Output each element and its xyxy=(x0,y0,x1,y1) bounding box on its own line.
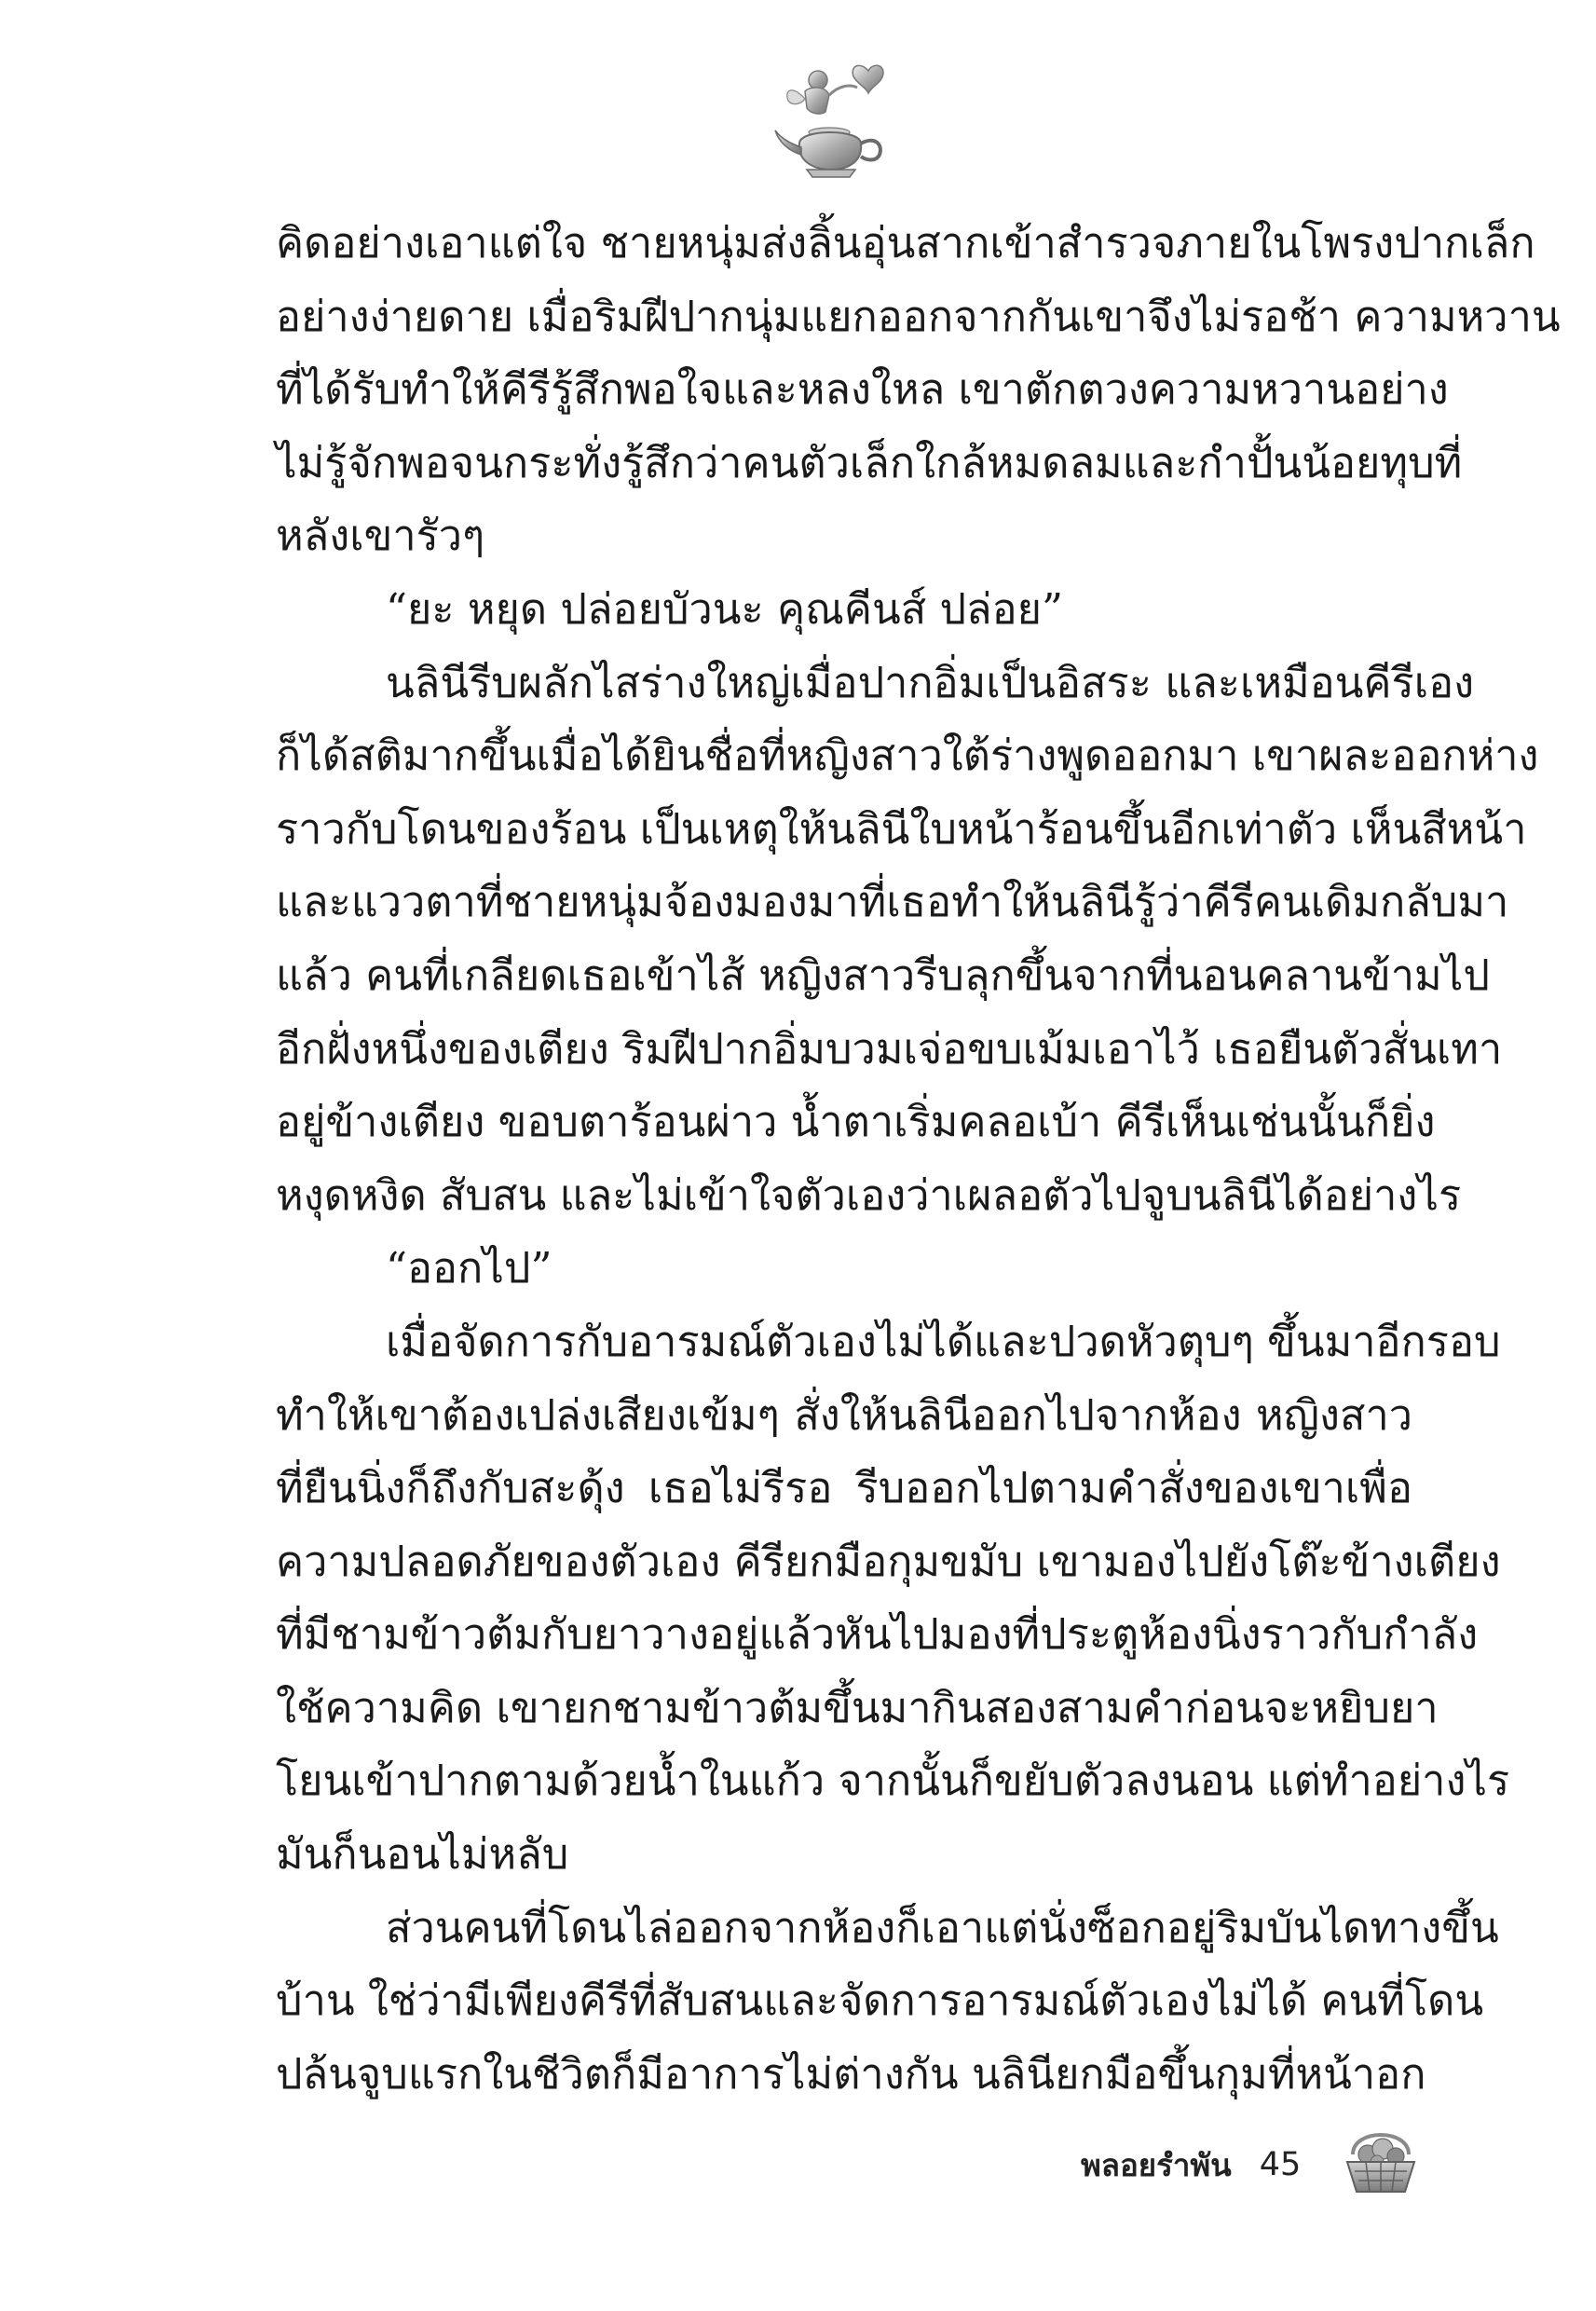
text-line: นลินีรีบผลักไสร่างใหญ่เมื่อปากอิ่มเป็นอิสระ และเหมือนคีรีเอง xyxy=(386,657,1475,707)
text-line: ที่ได้รับทำให้คีรีรู้สึกพอใจและหลงใหล เขาตักตวงความหวานอย่าง xyxy=(276,364,1449,415)
text-line: และแววตาที่ชายหนุ่มจ้องมองมาที่เธอทำให้นลินีรู้ว่าคีรีคนเดิมกลับมา xyxy=(276,877,1509,927)
text-line: บ้าน ใช่ว่ามีเพียงคีรีที่สับสนและจัดการอารมณ์ตัวเองไม่ได้ คนที่โดน xyxy=(276,1976,1484,2026)
text-line: ส่วนคนที่โดนไล่ออกจากห้องก็เอาแต่นั่งซ็อกอยู่ริมบันไดทางขึ้น xyxy=(386,1902,1499,1952)
text-line: ที่ยืนนิ่งก็ถึงกับสะดุ้ง เธอไม่รีรอ รีบออกไปตามคำสั่งของเขาเพื่อ xyxy=(276,1463,1412,1513)
text-line: อย่างง่ายดาย เมื่อริมฝีปากนุ่มแยกออกจากกันเขาจึงไม่รอช้า ความหวาน xyxy=(276,291,1561,341)
text-line: ทำให้เขาต้องเปล่งเสียงเข้มๆ สั่งให้นลินีออกไปจากห้อง หญิงสาว xyxy=(276,1389,1412,1440)
text-line: ก็ได้สติมากขึ้นเมื่อได้ยินชื่อที่หญิงสาวใต้ร่างพูดออกมา เขาผละออกห่าง xyxy=(276,731,1539,781)
text-line: เมื่อจัดการกับอารมณ์ตัวเองไม่ได้และปวดหัวตุบๆ ขึ้นมาอีกรอบ xyxy=(386,1316,1501,1366)
text-line: อีกฝั่งหนึ่งของเตียง ริมฝีปากอิ่มบวมเจ่อขบเม้มเอาไว้ เธอยืนตัวสั่นเทา xyxy=(276,1023,1503,1073)
text-line: โยนเข้าปากตามด้วยน้ำในแก้ว จากนั้นก็ขยับตัวลงนอน แต่ทำอย่างไร xyxy=(276,1756,1510,1806)
text-line: ใช้ความคิด เขายกชามข้าวต้มขึ้นมากินสองสามคำก่อนจะหยิบยา xyxy=(276,1682,1439,1732)
page-footer xyxy=(1081,2132,1301,2197)
text-line: ความปลอดภัยของตัวเอง คีรียกมือกุมขมับ เขามองไปยังโต๊ะข้างเตียง xyxy=(276,1536,1501,1586)
text-line: ราวกับโดนของร้อน เป็นเหตุให้นลินีใบหน้าร้อนขึ้นอีกเท่าตัว เห็นสีหน้า xyxy=(276,803,1527,854)
footer-book-title: พลอยรำพัน xyxy=(1081,2146,1232,2183)
body-text xyxy=(276,207,1561,2111)
text-line: ที่มีชามข้าวต้มกับยาวางอยู่แล้วหันไปมองที่ประตูห้องนิ่งราวกับกำลัง xyxy=(276,1609,1479,1660)
text-line: หงุดหงิด สับสน และไม่เข้าใจตัวเองว่าเผลอตัวไปจูบนลินีได้อย่างไร xyxy=(276,1169,1462,1220)
text-line: หลังเขารัวๆ xyxy=(276,511,485,561)
text-line: มันก็นอนไม่หลับ xyxy=(276,1829,569,1880)
text-line: ปล้นจูบแรกในชีวิตก็มีอาการไม่ต่างกัน นลินียกมือขึ้นกุมที่หน้าอก xyxy=(276,2048,1426,2099)
text-line: อยู่ข้างเตียง ขอบตาร้อนผ่าว น้ำตาเริ่มคลอเบ้า คีรีเห็นเช่นนั้นก็ยิ่ง xyxy=(276,1097,1436,1147)
text-line: “ยะ หยุด ปล่อยบัวนะ คุณคีนส์ ปล่อย” xyxy=(386,583,1064,634)
cupid-teapot-ornament-icon xyxy=(764,54,913,185)
text-line: “ออกไป” xyxy=(386,1243,552,1293)
page-number: 45 xyxy=(1259,2146,1302,2183)
flower-basket-ornament-icon xyxy=(1340,2117,1422,2199)
text-line: ไม่รู้จักพอจนกระทั่งรู้สึกว่าคนตัวเล็กใกล้หมดลมและกำปั้นน้อยทุบที่ xyxy=(276,437,1463,487)
text-line: คิดอย่างเอาแต่ใจ ชายหนุ่มส่งลิ้นอุ่นสากเข้าสำรวจภายในโพรงปากเล็ก xyxy=(276,218,1535,267)
text-line: แล้ว คนที่เกลียดเธอเข้าไส้ หญิงสาวรีบลุกขึ้นจากที่นอนคลานข้ามไป xyxy=(276,950,1490,1000)
